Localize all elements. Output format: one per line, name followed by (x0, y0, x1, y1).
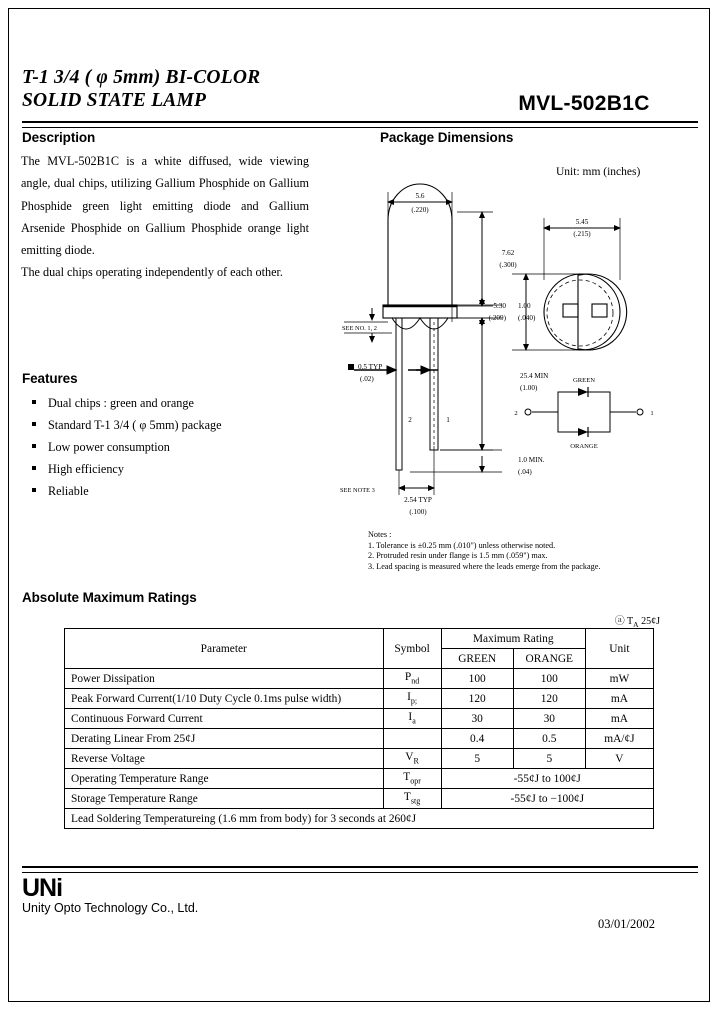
dim-lead-gap-mm: 1.0 MIN. (518, 456, 545, 464)
table-header-row (65, 629, 654, 649)
row-orange-value: 120 (513, 689, 585, 709)
title-line-2: SOLID STATE LAMP (22, 90, 207, 111)
list-item (30, 480, 310, 502)
features-list (30, 392, 310, 502)
page-title (22, 66, 432, 112)
header-orange: ORANGE (513, 649, 585, 669)
callout-lead-2: 2 (408, 416, 412, 424)
feature-label: Reliable (48, 484, 89, 498)
list-item (30, 458, 310, 480)
symbol-sub: a (412, 716, 416, 726)
part-number: MVL-502B1C (518, 92, 650, 115)
document-header (22, 66, 698, 115)
row-parameter: Storage Temperature Range (65, 789, 384, 809)
dim-top-width-mm: 5.45 (575, 218, 589, 226)
header-green: GREEN (441, 649, 513, 669)
row-orange-value: 30 (513, 709, 585, 729)
schematic-pin-1: 1 (650, 410, 654, 417)
table-row (65, 789, 654, 809)
dim-top-height-mm: 5.30 (493, 302, 506, 310)
row-green-value: 0.4 (441, 729, 513, 749)
dim-body-height-inch: (.300) (499, 261, 517, 269)
dim-flange-inch: (.040) (518, 314, 536, 322)
symbol-sub: opr (410, 776, 421, 786)
unit-label: Unit: mm (inches) (556, 166, 641, 178)
row-symbol (383, 789, 441, 809)
description-heading: Description (22, 130, 96, 145)
table-row (65, 689, 654, 709)
dim-lead-spacing-mm: 2.54 TYP (404, 496, 432, 504)
bullet-icon (32, 466, 36, 470)
table-row (65, 749, 654, 769)
header-unit: Unit (585, 629, 653, 669)
description-paragraph-1: The MVL-502B1C is a white diffused, wide viewing angle, dual chips, utilizing Gallium Phosphide on Gallium Phosphide green light emitting diode and Gallium Arsenide Phosphide on Gallium Phosphide orange light emitting diode. (21, 154, 309, 258)
dim-lead-width-mm: 0.5 TYP (358, 363, 383, 371)
ratings-heading: Absolute Maximum Ratings (22, 590, 197, 605)
row-parameter: Operating Temperature Range (65, 769, 384, 789)
drawing-notes (368, 530, 688, 572)
package-drawing (330, 150, 702, 580)
row-orange-value: 5 (513, 749, 585, 769)
symbol-sub: p; (410, 696, 418, 706)
condition-suffix: 25¢J (641, 616, 660, 627)
bullet-icon (32, 422, 36, 426)
symbol-main: T (403, 771, 411, 784)
row-green-value: 5 (441, 749, 513, 769)
dim-flange-mm: 1.00 (518, 302, 531, 310)
table-row (65, 769, 654, 789)
notes-title: Notes : (368, 530, 392, 539)
lead-soldering-note: Lead Soldering Temperatureing (1.6 mm from body) for 3 seconds at 260¢J (65, 809, 654, 829)
dim-top-height-inch: (.209) (488, 314, 506, 322)
note-item: 1. Tolerance is ±0.25 mm (.010") unless otherwise noted. (368, 540, 556, 550)
bullet-icon (32, 400, 36, 404)
callout-flange-note: SEE NO. 1, 2 (342, 325, 377, 332)
package-dimensions-heading: Package Dimensions (380, 130, 514, 145)
header-divider (22, 121, 698, 128)
condition-subscript: A (633, 620, 639, 629)
row-green-value: 100 (441, 669, 513, 689)
row-green-value: 30 (441, 709, 513, 729)
symbol-sub: R (413, 756, 419, 766)
title-line-1: T-1 3/4 ( φ 5mm) BI-COLOR (22, 67, 261, 88)
dim-body-diameter-mm: 5.6 (415, 192, 425, 200)
callout-lead-1: 1 (446, 416, 450, 424)
note-item: 2. Protruded resin under flange is 1.5 mm (.059") max. (368, 551, 548, 561)
list-item (30, 392, 310, 414)
schematic-orange-label: ORANGE (570, 443, 598, 450)
row-unit: V (585, 749, 653, 769)
dim-lead-width-inch: (.02) (360, 375, 374, 383)
row-unit: mA/¢J (585, 729, 653, 749)
row-parameter: Derating Linear From 25¢J (65, 729, 384, 749)
header-symbol: Symbol (383, 629, 441, 669)
row-merged-value: -55¢J to −100¢J (441, 789, 653, 809)
row-symbol (383, 749, 441, 769)
dim-body-diameter-inch: (.220) (411, 206, 429, 214)
part-number-box (470, 92, 698, 116)
company-name: Unity Opto Technology Co., Ltd. (22, 901, 199, 915)
symbol-main: I (407, 691, 411, 704)
package-drawing-svg (330, 150, 702, 580)
footer-divider (22, 866, 698, 873)
header-parameter: Parameter (65, 629, 384, 669)
row-symbol (383, 769, 441, 789)
description-paragraph-2: The dual chips operating independently of each other. (21, 265, 283, 280)
dim-top-width-inch: (.215) (573, 230, 591, 238)
schematic-green-label: GREEN (573, 377, 595, 384)
row-orange-value: 0.5 (513, 729, 585, 749)
header-maximum-rating: Maximum Rating (441, 629, 585, 649)
symbol-main: T (403, 791, 411, 804)
callout-spacing-note: SEE NOTE 3 (340, 487, 375, 494)
row-parameter: Peak Forward Current(1/10 Duty Cycle 0.1ms pulse width) (65, 689, 384, 709)
feature-label: Standard T-1 3/4 ( φ 5mm) package (48, 418, 222, 432)
absolute-maximum-ratings-table (64, 628, 654, 829)
bullet-icon (32, 444, 36, 448)
symbol-main: I (408, 711, 413, 724)
row-parameter: Power Dissipation (65, 669, 384, 689)
table-row (65, 729, 654, 749)
condition-prefix: ⓐ T (614, 616, 634, 627)
row-unit: mW (585, 669, 653, 689)
top-view-body (578, 274, 627, 350)
row-unit: mA (585, 689, 653, 709)
symbol-main: V (405, 751, 414, 764)
description-text (21, 150, 309, 284)
bullet-icon (32, 488, 36, 492)
table-row (65, 669, 654, 689)
list-item (30, 436, 310, 458)
row-green-value: 120 (441, 689, 513, 709)
ratings-condition-note (615, 612, 660, 629)
note-item: 3. Lead spacing is measured where the leads emerge from the package. (368, 561, 601, 571)
features-heading: Features (22, 371, 78, 386)
table-footer-row (65, 809, 654, 829)
list-item (30, 414, 310, 436)
dim-lead-spacing-inch: (.100) (409, 508, 427, 516)
symbol-sub: stg (410, 796, 421, 806)
row-symbol (383, 729, 441, 749)
row-symbol (383, 689, 441, 709)
feature-label: Low power consumption (48, 440, 170, 454)
symbol-sub: nd (411, 676, 420, 686)
dim-lead-length-mm: 25.4 MIN (520, 372, 549, 380)
dim-lead-gap-inch: (.04) (518, 468, 532, 476)
feature-label: Dual chips : green and orange (48, 396, 194, 410)
symbol-main: P (404, 671, 412, 684)
row-parameter: Continuous Forward Current (65, 709, 384, 729)
feature-label: High efficiency (48, 462, 124, 476)
document-date: 03/01/2002 (598, 917, 655, 931)
row-parameter: Reverse Voltage (65, 749, 384, 769)
row-symbol (383, 669, 441, 689)
dim-lead-length-inch: (1.00) (520, 384, 538, 392)
row-symbol (383, 709, 441, 729)
dim-body-height-mm: 7.62 (501, 249, 515, 257)
schematic-pin-2: 2 (514, 410, 518, 417)
table-row (65, 709, 654, 729)
row-merged-value: -55¢J to 100¢J (441, 769, 653, 789)
row-orange-value: 100 (513, 669, 585, 689)
row-unit: mA (585, 709, 653, 729)
company-logo: UNi (22, 874, 63, 902)
